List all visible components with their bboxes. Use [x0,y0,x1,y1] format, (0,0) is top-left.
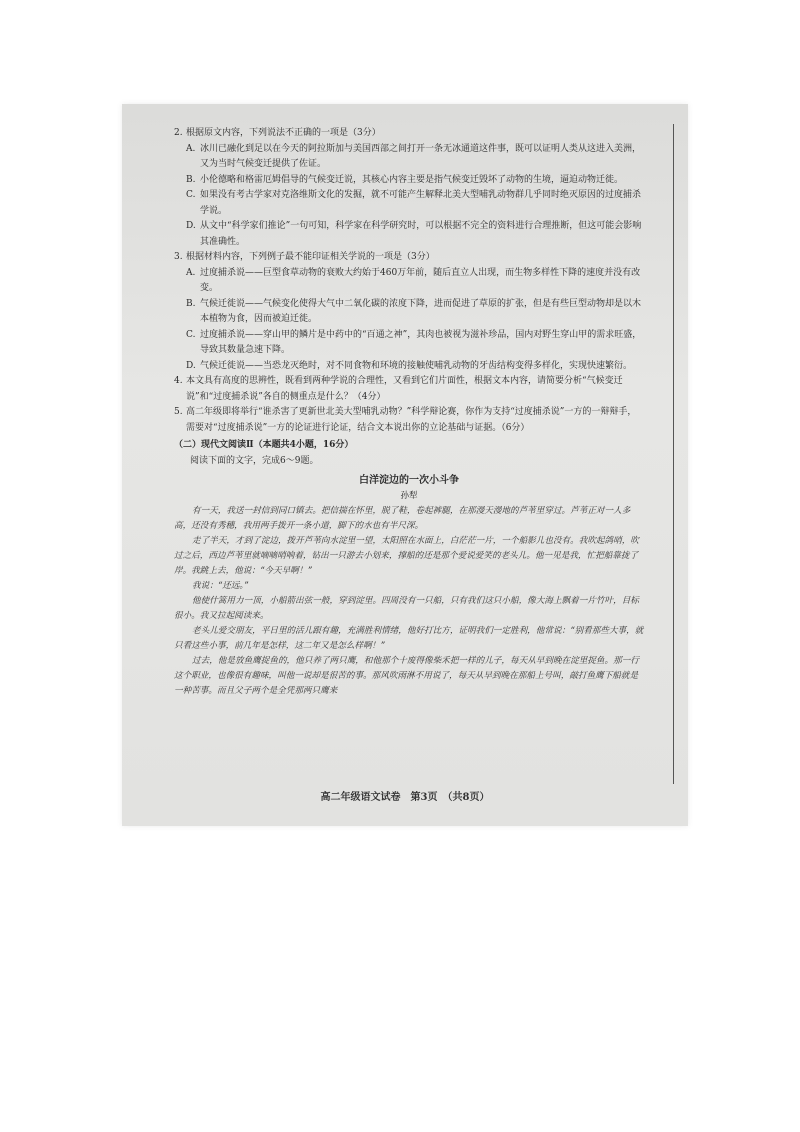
question-stem: 根据原文内容，下列说法不正确的一项是（3分） [186,128,381,138]
option-label: B. [186,298,196,309]
option-label: C. [186,329,196,340]
option-label: B. [186,174,196,185]
option-text: 冰川已融化到足以在今天的阿拉斯加与美国西部之间打开一条无冰通道这件事，既可以证明人类从这进入美洲，又为当时气候变迁提供了佐证。 [200,143,642,169]
option-label: C. [186,190,196,200]
option-text: 过度捕杀说——穿山甲的鳞片是中药中的“百通之神”，其肉也被视为滋补珍品，国内对野生穿山甲的需求旺盛，导致其数量急速下降。 [200,329,642,355]
option-text: 气候迁徙说——气候变化使得大气中二氧化碳的浓度下降，进而促进了草原的扩张，但是有些巨型动物却是以木本植物为食，因而被迫迁徙。 [200,298,642,324]
question-2 [174,126,644,142]
story-paragraph: 他使什篙用力一顶，小船箭出弦一般，穿到淀里。四周没有一只船，只有我们这只小船，像大海上飘着一片竹叶，目标很小。我又拉起阅读来。 [174,596,639,621]
option-b [186,297,644,328]
option-b [186,173,644,189]
option-label: A. [186,267,196,278]
story-author: 孙犁 [400,490,418,501]
question-3 [174,250,644,266]
question-4 [174,374,644,405]
question-number: 5. [174,407,183,417]
option-text: 过度捕杀说——巨型食草动物的衰败大约始于460万年前，随后直立人出现，而生物多样性下降的速度并没有改变。 [200,267,641,293]
option-a [186,142,644,173]
option-label: D. [186,221,196,231]
question-number: 2. [174,128,183,138]
option-label: A. [186,143,196,154]
section-heading: （二）现代文阅读Ⅱ（本题共4小题，16分） [174,440,354,450]
page-footer: 高二年级语文试卷 第3页 （共8页） [320,792,490,803]
question-text: 本文具有高度的思辨性，既看到两种学说的合理性，又看到它们片面性，根据文本内容，请简要分析“气候变迁说”和“过度捕杀说”各自的侧重点是什么？（4分） [186,376,623,402]
story-title: 白洋淀边的一次小斗争 [359,475,459,486]
option-d [186,359,644,375]
question-text: 高二年级即将举行“谁杀害了更新世北美大型哺乳动物？”科学辩论赛，你作为支持“过度捕杀说”一方的一辩辩手，需要对“过度捕杀说”一方的论证进行论证，结合文本说出你的立论基础与证据。（6分） [186,407,637,433]
margin-rule [673,124,674,784]
option-c [186,188,644,219]
question-number: 3. [174,252,183,262]
story-paragraph: 老头儿爱交朋友，平日里的活儿跟有趣，充满胜利情绪，他好打比方，证明我们一定胜利，他常说：“别看那些大事，就只看这些小事，前几年是怎样，这二年又是怎么样啊！” [174,626,644,651]
option-d [186,219,644,250]
exam-content [174,126,644,699]
option-label: D. [186,360,196,371]
option-c [186,328,644,359]
story-paragraph: 走了半天，才到了淀边，拨开芦苇向水淀里一望，太阳照在水面上，白茫茫一片，一个船影儿也没有。我吹起鸽哨，吹过之后，西边芦苇里就嘀嘀哨响着，钻出一只游去小划来，撑船的还是那个爱说爱笑的老头儿。他一见是我，忙把船靠拢了岸。我跳上去，他说：“今天早啊！” [174,536,639,576]
story-paragraph: 我说：“还远。” [192,581,249,591]
option-text: 气候迁徙说——当恐龙灭绝时，对不同食物和环境的接触使哺乳动物的牙齿结构变得多样化，实现快速繁衍。 [200,360,633,371]
story-paragraph: 过去，他是放鱼鹰捉鱼的，他只养了两只鹰，和他那个十废得像柴禾把一样的儿子，每天从早到晚在淀里捉鱼。那一行这个职业，也像很有趣味，叫他一说却是很苦的事。那风吹雨淋不用说了，每天从早到晚在那船上号叫，敲打鱼鹰下船就是一种苦事。而且父子两个是全凭那两只鹰来 [174,656,639,696]
question-5 [174,405,644,436]
option-text: 从文中“科学家们推论”一句可知，科学家在科学研究时，可以根据不完全的资料进行合理推断，但这可能会影响其准确性。 [200,221,642,247]
option-text: 小伦德略和格雷厄姆倡导的气候变迁说，其核心内容主要是指气候变迁毁坏了动物的生境，逼迫动物迁徙。 [200,174,624,185]
option-text: 如果没有考古学家对克洛维斯文化的发掘，就不可能产生解释北美大型哺乳动物群几乎同时绝灭原因的过度捕杀学说。 [200,190,642,216]
section-instruction: 阅读下面的文字，完成6～9题。 [190,455,319,466]
question-stem: 根据材料内容，下列例子最不能印证相关学说的一项是（3分） [186,252,435,262]
question-number: 4. [174,376,183,386]
story-paragraph: 有一天，我送一封信到同口镇去。把信揣在怀里，脱了鞋，卷起裤腿，在那漫天漫地的芦苇里穿过。芦苇正对一人多高，还没有秀穗，我用两手拨开一条小道，脚下的水也有半尺深。 [174,506,631,531]
option-a [186,266,644,297]
scanned-exam-page [122,104,688,826]
